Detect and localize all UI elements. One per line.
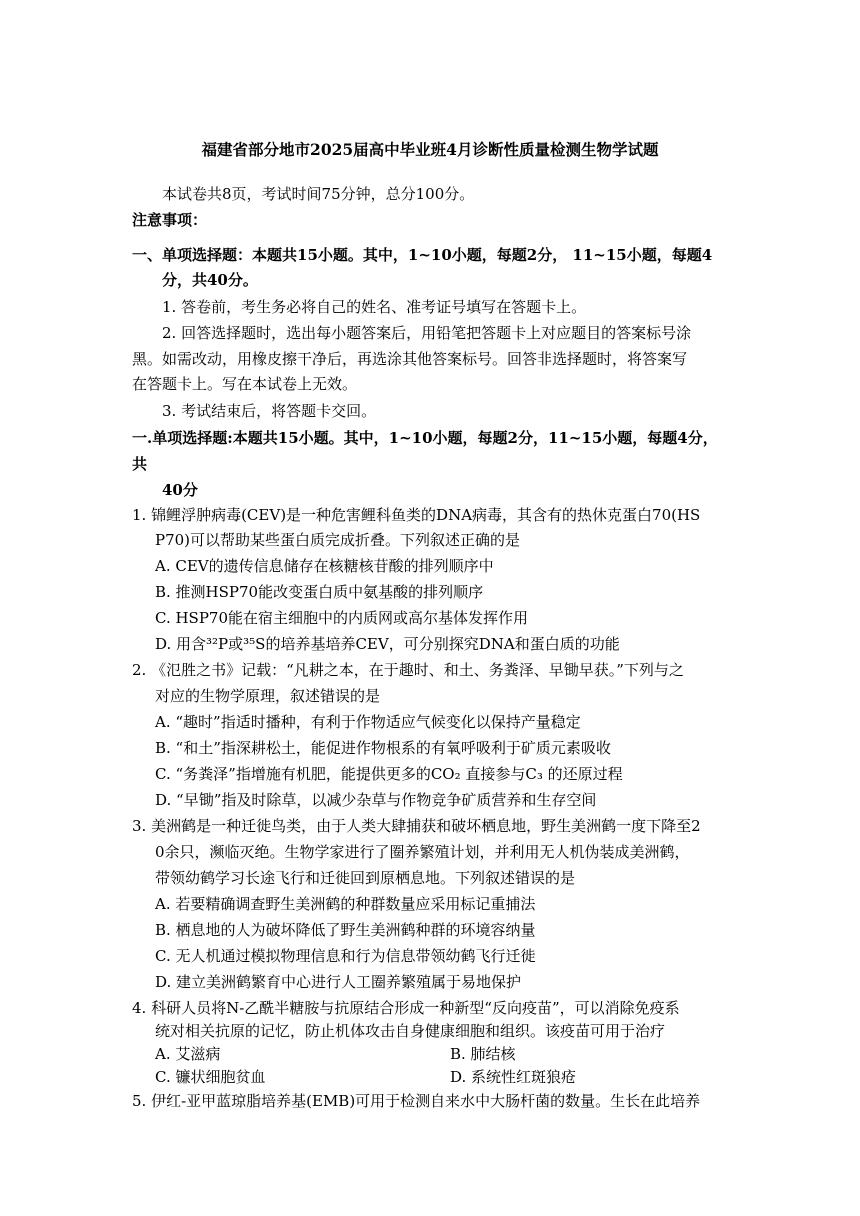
question-option: D. 系统性红斑狼疮 (450, 1068, 577, 1086)
question-stem: P70)可以帮助某些蛋白质完成折叠。下列叙述正确的是 (155, 531, 521, 549)
question-option: A. CEV的遗传信息储存在核糖核苷酸的排列顺序中 (155, 557, 494, 575)
question-option: D. 建立美洲鹤繁育中心进行人工圈养繁殖属于易地保护 (155, 973, 522, 991)
question-stem: 2. 《氾胜之书》记载：“凡耕之本，在于趣时、和土、务粪泽、早锄早获。”下列与之 (132, 661, 684, 679)
question-stem: 0余只，濒临灭绝。生物学家进行了圈养繁殖计划，并利用无人机伪装成美洲鹤， (155, 843, 690, 861)
notice-item: 3. 考试结束后，将答题卡交回。 (162, 402, 377, 420)
exam-intro: 本试卷共8页，考试时间75分钟，总分100分。 (162, 185, 475, 203)
question-option: C. 镰状细胞贫血 (155, 1068, 266, 1086)
notice-item: 2. 回答选择题时，选出每小题答案后，用铅笔把答题卡上对应题目的答案标号涂 (162, 324, 692, 342)
question-stem: 1. 锦鲤浮肿病毒(CEV)是一种危害鲤科鱼类的DNA病毒，其含有的热休克蛋白70(HS (132, 506, 701, 524)
question-stem: 5. 伊红-亚甲蓝琼脂培养基(EMB)可用于检测自来水中大肠杆菌的数量。生长在此培养 (132, 1092, 701, 1110)
page-title: 福建省部分地市2025届高中毕业班4月诊断性质量检测生物学试题 (201, 140, 659, 159)
question-option: C. HSP70能在宿主细胞中的内质网或高尔基体发挥作用 (155, 609, 529, 627)
question-option: D. “早锄”指及时除草，以减少杂草与作物竞争矿质营养和生存空间 (155, 791, 597, 809)
question-option: A. 艾滋病 (155, 1045, 221, 1063)
question-stem: 对应的生物学原理，叙述错误的是 (155, 687, 381, 705)
question-option: D. 用含³²P或³⁵S的培养基培养CEV，可分别探究DNA和蛋白质的功能 (155, 635, 620, 653)
question-option: A. “趣时”指适时播种，有利于作物适应气候变化以保持产量稳定 (155, 713, 581, 731)
question-stem: 带领幼鹤学习长途飞行和迁徙回到原栖息地。下列叙述错误的是 (155, 869, 576, 887)
question-option: B. 推测HSP70能改变蛋白质中氨基酸的排列顺序 (155, 583, 484, 601)
question-stem: 统对相关抗原的记忆，防止机体攻击自身健康细胞和组织。该疫苗可用于治疗 (155, 1022, 666, 1040)
question-option: B. 肺结核 (450, 1045, 516, 1063)
notice-item: 在答题卡上。写在本试卷上无效。 (132, 375, 358, 393)
question-stem: 4. 科研人员将N-乙酰半糖胺与抗原结合形成一种新型“反向疫苗”，可以消除免疫系 (132, 999, 680, 1017)
question-option: A. 若要精确调查野生美洲鹤的种群数量应采用标记重捕法 (155, 895, 536, 913)
section1-heading-line1: 一、单项选择题：本题共15小题。其中，1~10小题，每题2分， 11~15小题，每题4 (132, 246, 713, 264)
section2-heading-line2: 共 (132, 455, 148, 473)
section1-heading-line2: 分，共40分。 (162, 271, 258, 289)
notice-item: 1. 答卷前，考生务必将自己的姓名、准考证号填写在答题卡上。 (162, 298, 587, 316)
section2-heading-line1: 一.单项选择题:本题共15小题。其中，1~10小题，每题2分，11~15小题，每题4分， (132, 429, 718, 447)
question-option: B. “和土”指深耕松土，能促进作物根系的有氧呼吸利于矿质元素吸收 (155, 739, 611, 757)
question-option: C. 无人机通过模拟物理信息和行为信息带领幼鹤飞行迁徙 (155, 947, 536, 965)
notice-heading: 注意事项： (132, 211, 208, 229)
section2-heading-line3: 40分 (162, 481, 198, 499)
question-option: C. “务粪泽”指增施有机肥，能提供更多的CO₂ 直接参与C₃ 的还原过程 (155, 765, 623, 783)
question-option: B. 栖息地的人为破坏降低了野生美洲鹤种群的环境容纳量 (155, 921, 536, 939)
question-stem: 3. 美洲鹤是一种迁徙鸟类，由于人类大肆捕获和破坏栖息地，野生美洲鹤一度下降至2 (132, 817, 701, 835)
notice-item: 黑。如需改动，用橡皮擦干净后，再选涂其他答案标号。回答非选择题时，将答案写 (132, 350, 688, 368)
